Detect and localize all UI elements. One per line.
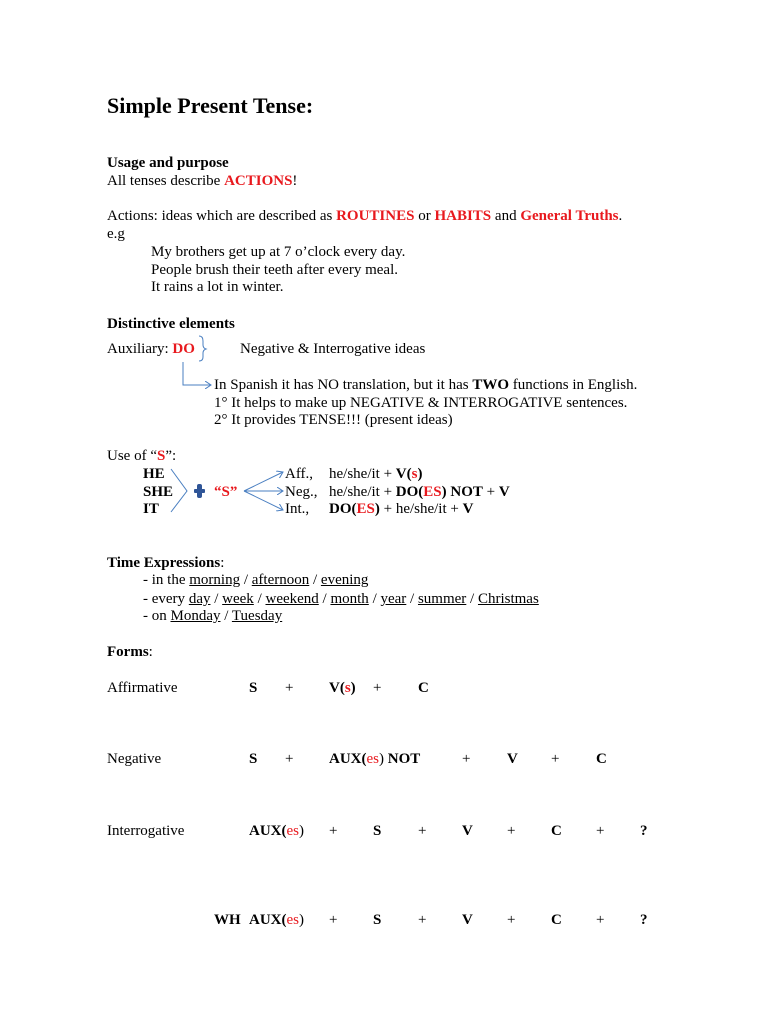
general-truths-keyword: General Truths <box>520 208 619 224</box>
time-word: year <box>380 591 407 607</box>
and-text: and <box>491 208 521 224</box>
form-token: C <box>418 680 429 696</box>
actions-keyword: ACTIONS <box>224 173 293 189</box>
forms-heading: Forms <box>107 644 149 660</box>
form-close: ) <box>379 751 384 767</box>
time-heading: Time Expressions <box>107 555 221 571</box>
form-aux: AUX( <box>329 751 367 767</box>
form-token: V <box>462 912 473 928</box>
form-token: + <box>596 912 605 928</box>
plus-icon <box>194 484 205 498</box>
neg-close: ) <box>441 484 447 500</box>
usage-text: All tenses describe <box>107 173 225 189</box>
form-es-red: es <box>286 912 299 928</box>
form-close: ) <box>299 912 304 928</box>
neg-do: DO( <box>395 484 424 500</box>
s-mark: “S” <box>214 484 238 500</box>
form-token: ? <box>640 912 648 928</box>
int-arrow <box>244 491 283 510</box>
form-token: S <box>373 912 382 928</box>
form-token: + <box>507 912 516 928</box>
aff-label: Aff., <box>285 466 314 482</box>
page-title: Simple Present Tense: <box>107 93 314 118</box>
form-token: + <box>596 823 605 839</box>
time-pre: - on <box>143 608 171 624</box>
time-word: evening <box>320 572 369 588</box>
spanish-tail: functions in English. <box>509 377 638 393</box>
form-aux: AUX( <box>249 823 287 839</box>
neg-label: Neg., <box>285 484 318 500</box>
form-token: + <box>285 751 294 767</box>
form-token: + <box>285 680 294 696</box>
aux-ideas-text: Negative & Interrogative ideas <box>240 341 426 357</box>
form-token: C <box>551 823 562 839</box>
use-of-text: Use of “ <box>107 448 157 464</box>
neg-plus: + <box>482 484 499 500</box>
routines-keyword: ROUTINES <box>336 208 415 224</box>
aff-pre: he/she/it + <box>329 466 396 482</box>
interrogative-label: Interrogative <box>107 823 185 839</box>
aff-s: s <box>411 466 418 482</box>
time-pre: - every <box>143 591 189 607</box>
time-word: summer <box>417 591 467 607</box>
form-aux: AUX( <box>249 912 287 928</box>
form-token: V <box>462 823 473 839</box>
distinctive-heading: Distinctive elements <box>107 316 235 332</box>
separator: / <box>406 591 418 607</box>
example-sentence: People brush their teeth after every meal. <box>151 262 398 278</box>
do-keyword: DO <box>172 341 195 357</box>
form-s-red: s <box>344 680 351 696</box>
function-one: 1° It helps to make up NEGATIVE & INTERROGATIVE sentences. <box>214 395 628 411</box>
separator: / <box>220 608 232 624</box>
function-two: 2° It provides TENSE!!! (present ideas) <box>214 412 453 428</box>
separator: / <box>368 591 381 607</box>
pronoun-chevron <box>171 469 187 512</box>
time-word: Monday <box>170 608 221 624</box>
form-token: + <box>329 823 338 839</box>
form-token: + <box>462 751 471 767</box>
do-brace <box>199 336 206 361</box>
separator: / <box>210 591 223 607</box>
time-word: morning <box>189 572 241 588</box>
form-not: NOT <box>384 751 421 767</box>
form-token: + <box>507 823 516 839</box>
example-sentence: My brothers get up at 7 o’clock every day. <box>151 244 406 260</box>
neg-pre: he/she/it + <box>329 484 396 500</box>
two-keyword: TWO <box>472 377 509 393</box>
form-token: S <box>373 823 382 839</box>
use-of-close: ”: <box>165 448 177 464</box>
neg-es: ES <box>423 484 442 500</box>
example-sentence: It rains a lot in winter. <box>151 279 284 295</box>
aff-v: V( <box>395 466 412 482</box>
form-token: C <box>596 751 607 767</box>
period: . <box>618 208 623 224</box>
spanish-arrow <box>183 362 211 385</box>
time-word: week <box>222 591 254 607</box>
spanish-text: In Spanish it has NO translation, but it has <box>214 377 473 393</box>
time-word: Tuesday <box>231 608 283 624</box>
form-token: + <box>329 912 338 928</box>
form-token: S <box>249 751 258 767</box>
neg-not: NOT <box>446 484 483 500</box>
wh-label: WH <box>214 912 241 928</box>
time-pre: - in the <box>143 572 190 588</box>
usage-exclaim: ! <box>292 173 298 189</box>
habits-keyword: HABITS <box>434 208 492 224</box>
pronoun-it: IT <box>143 501 159 517</box>
form-token: + <box>551 751 560 767</box>
affirmative-label: Affirmative <box>107 680 178 696</box>
forms-colon: : <box>148 644 153 660</box>
int-es: ES <box>356 501 375 517</box>
form-token: + <box>418 912 427 928</box>
separator: / <box>309 572 321 588</box>
separator: / <box>240 572 252 588</box>
form-token: + <box>418 823 427 839</box>
aff-close: ) <box>417 466 423 482</box>
pronoun-he: HE <box>143 466 165 482</box>
actions-text: Actions: ideas which are described as <box>107 208 337 224</box>
separator: / <box>253 591 266 607</box>
int-close: ) <box>374 501 380 517</box>
int-label: Int., <box>285 501 310 517</box>
form-token: + <box>373 680 382 696</box>
pronoun-she: SHE <box>143 484 174 500</box>
separator: / <box>318 591 331 607</box>
form-es-red: es <box>286 823 299 839</box>
eg-label: e.g <box>107 226 125 242</box>
separator: / <box>466 591 478 607</box>
form-token: S <box>249 680 258 696</box>
auxiliary-label: Auxiliary: <box>107 341 173 357</box>
form-token: C <box>551 912 562 928</box>
int-mid: + he/she/it + <box>379 501 463 517</box>
int-v: V <box>462 501 474 517</box>
time-word: afternoon <box>251 572 310 588</box>
form-v: V( <box>329 680 345 696</box>
usage-heading: Usage and purpose <box>107 155 229 171</box>
s-letter: S <box>156 448 166 464</box>
form-token: ? <box>640 823 648 839</box>
negative-label: Negative <box>107 751 162 767</box>
neg-v: V <box>498 484 510 500</box>
form-close: ) <box>299 823 304 839</box>
time-word: month <box>330 591 369 607</box>
time-word: day <box>188 591 211 607</box>
time-word: weekend <box>265 591 319 607</box>
int-do: DO( <box>329 501 357 517</box>
time-colon: : <box>220 555 225 571</box>
form-es-red: es <box>366 751 379 767</box>
aff-arrow <box>244 472 283 491</box>
or-text: or <box>414 208 435 224</box>
form-close: ) <box>350 680 356 696</box>
form-token: V <box>507 751 518 767</box>
time-word: Christmas <box>477 591 539 607</box>
